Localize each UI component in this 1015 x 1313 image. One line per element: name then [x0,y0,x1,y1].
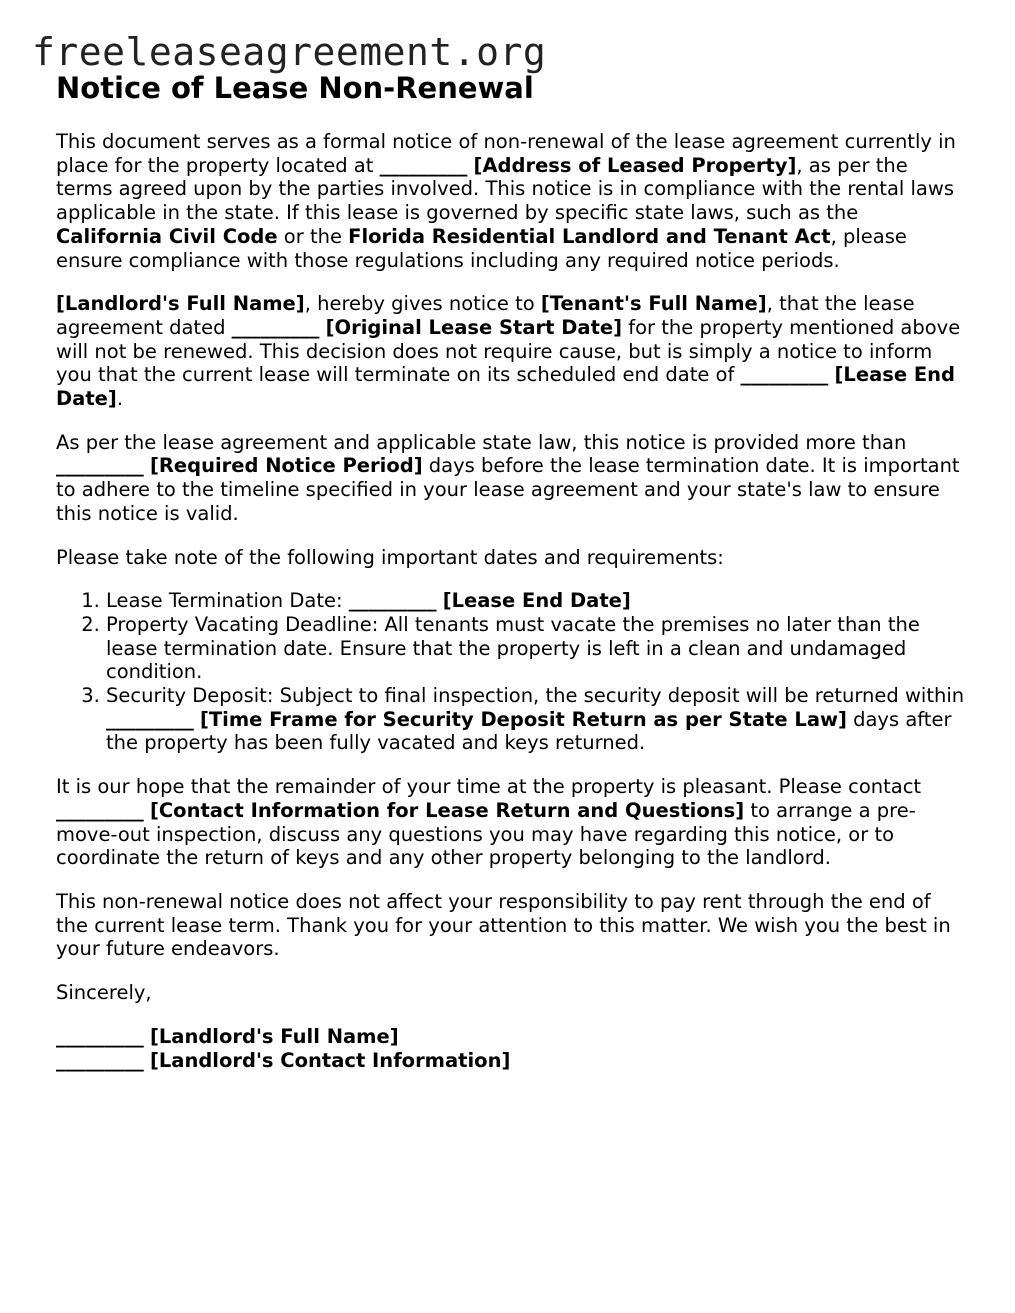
item3-text-1: Security Deposit: Subject to final inspection, the security deposit will be returned within [106,684,965,708]
item2-text: Property Vacating Deadline: All tenants must vacate the premises no later than the lease termination date. Ensure that the property is left in a clean and undamaged condition. [106,612,920,684]
contact-text-1: It is our hope that the remainder of your time at the property is pleasant. Please contact [56,775,922,799]
item3-text-2: days after the property has been fully vacated and keys returned. [106,707,952,755]
intro-text-3: or the [277,224,349,248]
blank-line: _________ [106,707,194,731]
intro-text-1: This document serves as a formal notice of non-renewal of the lease agreement currently in place for the property located at [56,130,956,177]
notice-text-1: , hereby gives notice to [304,292,541,316]
placeholder-address: [Address of Leased Property] [473,153,797,177]
placeholder-start-date: [Original Lease Start Date] [325,315,623,339]
placeholder-landlord-name: [Landlord's Full Name] [56,292,305,316]
blank-line: _________ [231,315,320,339]
placeholder-end-date: [Lease End Date] [56,363,956,411]
notice-text-3: for the property mentioned above will not be renewed. This decision does not require cause, but is simply a notice to inform you that the current lease will terminate on its scheduled end date of [56,315,961,387]
requirements-list [56,589,966,755]
document-page [56,70,966,1072]
notice-text-4: . [116,387,124,411]
list-item [106,613,966,684]
intro-text-4: , please ensure compliance with those regulations including any required notice periods. [56,224,907,272]
period-text-2: days before the lease termination date. It is important to adhere to the timeline specified in your lease agreement and your state's law to ensure this notice is valid. [56,454,960,525]
paragraph-notice [56,292,966,411]
placeholder-notice-period: [Required Notice Period] [149,454,423,478]
placeholder-time-frame: [Time Frame for Security Deposit Return as per State Law] [199,707,847,731]
placeholder-landlord-contact: [Landlord's Contact Information] [149,1048,511,1072]
list-item [106,589,966,613]
watermark: freeleaseagreement.org [32,30,547,74]
blank-line: _________ [56,1048,144,1072]
florida-act: Florida Residential Landlord and Tenant Act [348,224,831,248]
item1-text: Lease Termination Date: [106,589,349,613]
blank-line: _________ [740,363,829,387]
blank-line: _________ [379,153,468,177]
paragraph-dates-intro: Please take note of the following important dates and requirements: [56,545,724,569]
placeholder-end-date: [Lease End Date] [442,589,631,613]
paragraph-notice-period [56,431,966,526]
signature-contact-line [56,1049,966,1073]
signature-name-line [56,1025,966,1049]
blank-line: _________ [56,454,144,478]
paragraph-intro [56,130,966,272]
blank-line: _________ [56,1024,144,1048]
placeholder-tenant-name: [Tenant's Full Name] [540,292,767,316]
blank-line: _________ [56,798,144,822]
contact-text-2: to arrange a pre-move-out inspection, discuss any questions you may have regarding this notice, or to coordinate the return of keys and any other property belonging to the landlord. [56,798,916,870]
placeholder-landlord-name: [Landlord's Full Name] [149,1024,399,1048]
intro-text-2: , as per the terms agreed upon by the parties involved. This notice is in compliance with the rental laws applicable in the state. If this lease is governed by specific state laws, such as the [56,153,954,225]
document-title: Notice of Lease Non-Renewal [56,71,534,105]
placeholder-contact-info: [Contact Information for Lease Return and Questions] [149,798,745,822]
period-text-1: As per the lease agreement and applicable state law, this notice is provided more than [56,430,907,454]
notice-text-2: , that the lease agreement dated [56,292,915,339]
paragraph-contact [56,775,966,870]
list-item [106,684,966,755]
closing: Sincerely, [56,981,152,1005]
paragraph-responsibility: This non-renewal notice does not affect your responsibility to pay rent through the end of the current lease term. Thank you for your attention to this matter. We wish you the best in your future endeavors. [56,889,951,961]
blank-line: _________ [348,589,437,613]
california-civil-code: California Civil Code [56,224,278,248]
